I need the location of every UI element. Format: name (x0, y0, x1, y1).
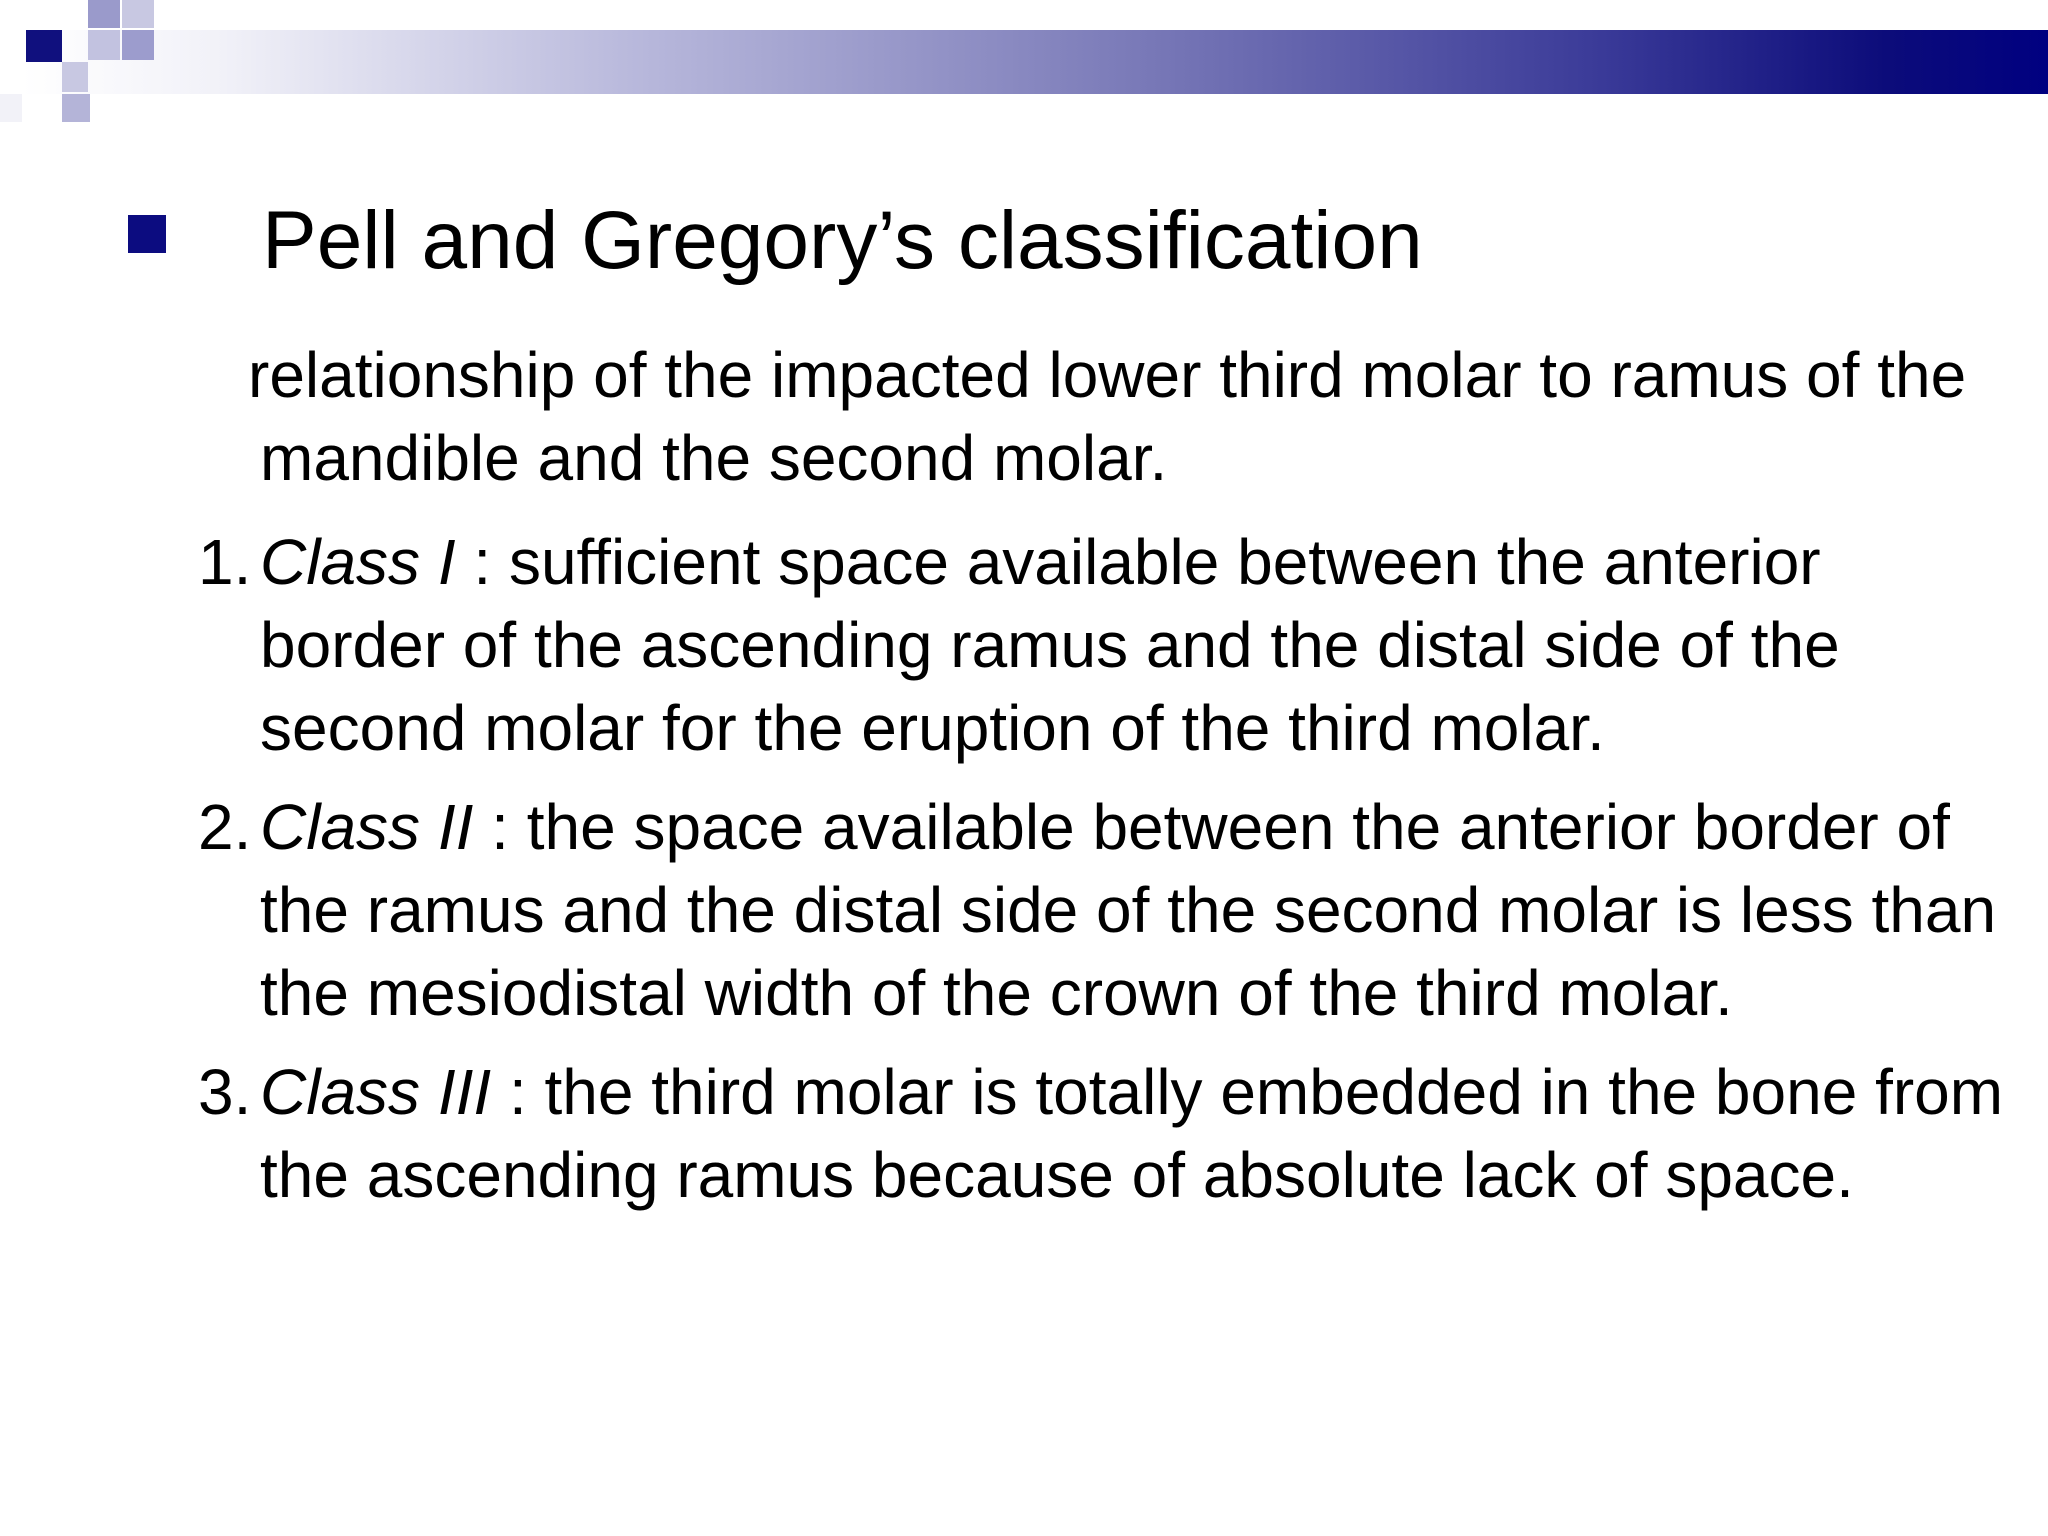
corner-decoration-square (0, 94, 22, 122)
item-number: 2. (198, 791, 252, 863)
square-bullet-icon (128, 215, 166, 253)
intro-paragraph: relationship of the impacted lower third molar to ramus of the mandible and the second molar. (248, 339, 1967, 494)
header-gradient-band (22, 30, 2048, 94)
corner-decoration-square (62, 62, 88, 92)
item-separator: : (455, 526, 509, 598)
item-separator: : (473, 791, 527, 863)
corner-decoration-square (88, 0, 120, 28)
corner-decoration-square (122, 30, 154, 60)
corner-decoration-square (88, 30, 120, 60)
class-label: Class III (260, 1056, 492, 1128)
slide-title: Pell and Gregory’s classification (262, 195, 1423, 286)
item-number: 3. (198, 1056, 252, 1128)
list-item (198, 521, 2018, 770)
item-number: 1. (198, 526, 252, 598)
item-text: the space available between the anterior border of the ramus and the distal side of the second molar is less than the mesiodistal width of the crown of the third molar. (260, 791, 1997, 1029)
list-item (198, 786, 2018, 1035)
corner-decoration-square (26, 30, 62, 62)
item-text: the third molar is totally embedded in the bone from the ascending ramus because of absolute lack of space. (260, 1056, 2004, 1211)
class-label: Class II (260, 791, 474, 863)
item-separator: : (491, 1056, 545, 1128)
item-text: sufficient space available between the anterior border of the ascending ramus and the distal side of the second molar for the eruption of the third molar. (260, 526, 1840, 764)
corner-decoration-square (122, 0, 154, 28)
class-label: Class I (260, 526, 456, 598)
list-item (198, 1051, 2018, 1217)
classification-list (198, 521, 2018, 1233)
corner-decoration-square (62, 94, 90, 122)
